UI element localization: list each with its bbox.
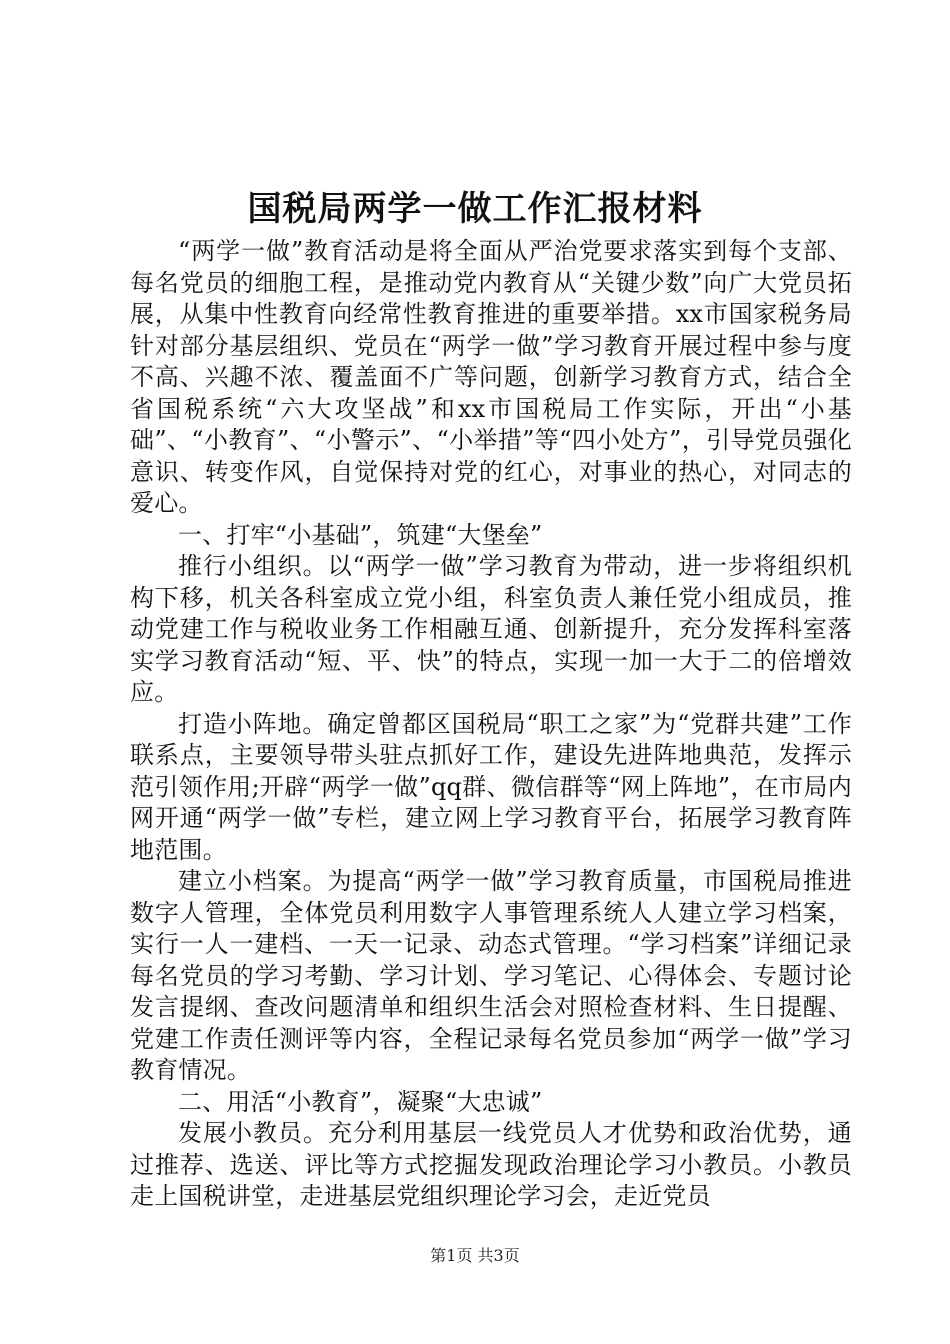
paragraph-small-instructor: 发展小教员。充分利用基层一线党员人才优势和政治优势，通过推荐、选送、评比等方式挖掘发现政治理论学习小教员。小教员走上国税讲堂，走进基层党组织理论学习会，走近党员 [130, 1119, 852, 1210]
document-title: 国税局两学一做工作汇报材料 [247, 189, 703, 229]
page-number-footer: 第1页 共3页 [430, 1246, 520, 1265]
section-heading-1: 一、打牢“小基础”，筑建“大堡垒” [178, 520, 543, 549]
paragraph-small-archive: 建立小档案。为提高“两学一做”学习教育质量，市国税局推进数字人管理，全体党员利用数字人事管理系统人人建立学习档案，实行一人一建档、一天一记录、动态式管理。“学习档案”详细记录每名党员的学习考勤、学习计划、学习笔记、心得体会、专题讨论发言提纲、查改问题清单和组织生活会对照检查材料、生日提醒、党建工作责任测评等内容，全程记录每名党员参加“两学一做”学习教育情况。 [130, 867, 852, 1084]
paragraph-small-position: 打造小阵地。确定曾都区国税局“职工之家”为“党群共建”工作联系点，主要领导带头驻点抓好工作，建设先进阵地典范，发挥示范引领作用;开辟“两学一做”qq群、微信群等“网上阵地”，在市局内网开通“两学一做”专栏，建立网上学习教育平台，拓展学习教育阵地范围。 [130, 709, 852, 864]
paragraph-small-organization: 推行小组织。以“两学一做”学习教育为带动，进一步将组织机构下移，机关各科室成立党小组，科室负责人兼任党小组成员，推动党建工作与税收业务工作相融互通、创新提升，充分发挥科室落实学习教育活动“短、平、快”的特点，实现一加一大于二的倍增效应。 [130, 552, 852, 706]
document-body [130, 236, 852, 1213]
section-heading-2: 二、用活“小教育”，凝聚“大忠诚” [178, 1087, 543, 1116]
paragraph-intro: “两学一做”教育活动是将全面从严治党要求落实到每个支部、每名党员的细胞工程，是推动党内教育从“关键少数”向广大党员拓展，从集中性教育向经常性教育推进的重要举措。xx市国家税务局针对部分基层组织、党员在“两学一做”学习教育开展过程中参与度不高、兴趣不浓、覆盖面不广等问题，创新学习教育方式，结合全省国税系统“六大攻坚战”和xx市国税局工作实际，开出“小基础”、“小教育”、“小警示”、“小举措”等“四小处方”，引导党员强化意识、转变作风，自觉保持对党的红心，对事业的热心，对同志的爱心。 [130, 237, 852, 517]
